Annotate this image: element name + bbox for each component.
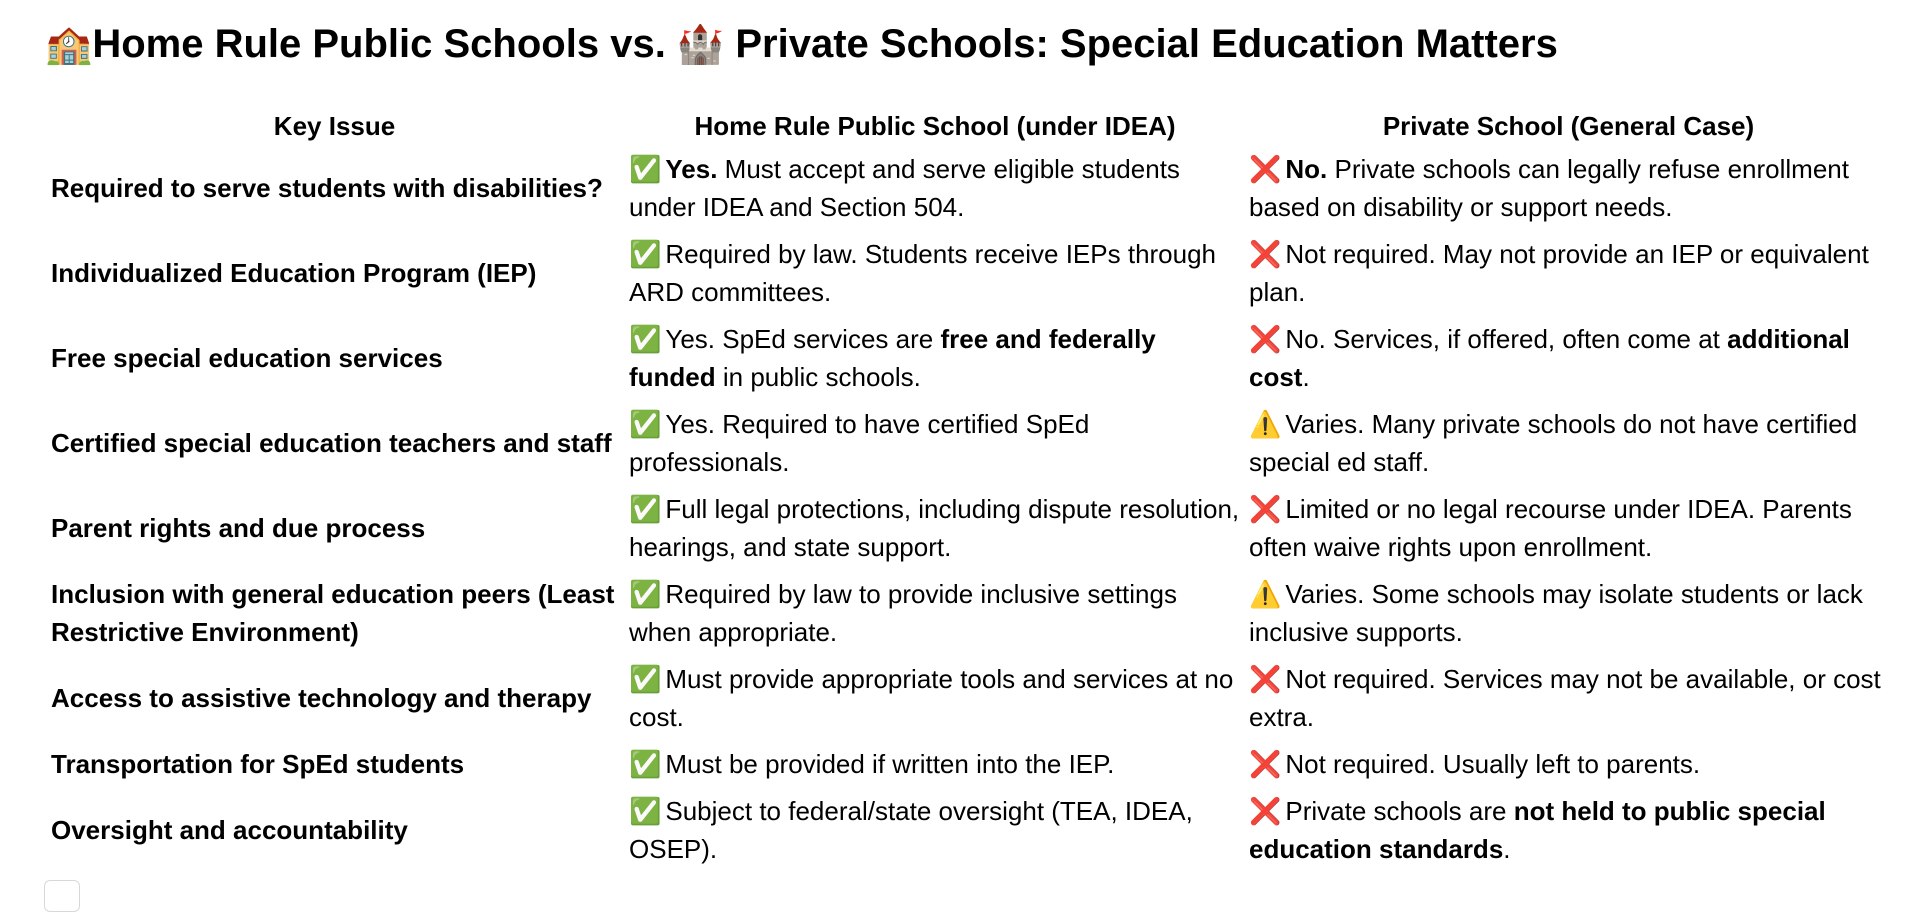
cross-icon: ❌	[1249, 154, 1282, 184]
public-school-cell	[625, 320, 1245, 405]
answer-text: Not required. May not provide an IEP or equivalent plan.	[1249, 239, 1869, 307]
answer-text-before: Private schools are	[1285, 796, 1514, 826]
cross-icon: ❌	[1249, 664, 1282, 694]
table-row	[44, 405, 1892, 490]
answer-text-before: Yes. SpEd services are	[665, 324, 941, 354]
private-school-cell	[1245, 575, 1892, 660]
public-school-cell	[625, 150, 1245, 235]
answer-text: Yes. Required to have certified SpEd professionals.	[629, 409, 1090, 477]
cross-icon: ❌	[1249, 796, 1282, 826]
header-private-school: Private School (General Case)	[1382, 111, 1755, 141]
check-icon: ✅	[629, 796, 662, 826]
table-row	[44, 320, 1892, 405]
answer-lead: Yes.	[665, 154, 718, 184]
page-title	[45, 14, 1558, 75]
check-icon: ✅	[629, 239, 662, 269]
key-issue-cell: Oversight and accountability	[51, 815, 408, 845]
answer-text-before: No. Services, if offered, often come at	[1285, 324, 1728, 354]
header-key-issue: Key Issue	[273, 111, 396, 141]
cross-icon: ❌	[1249, 494, 1282, 524]
answer-text: Private schools can legally refuse enrollment based on disability or support needs.	[1249, 154, 1849, 222]
public-school-cell	[625, 575, 1245, 660]
private-school-cell	[1245, 235, 1892, 320]
answer-lead: No.	[1285, 154, 1328, 184]
warning-icon: ⚠️	[1249, 409, 1282, 439]
key-issue-cell: Free special education services	[51, 343, 443, 373]
table-row	[44, 792, 1892, 877]
table-row	[44, 575, 1892, 660]
answer-emphasis: additional cost	[1249, 324, 1850, 392]
answer-text: Varies. Many private schools do not have certified special ed staff.	[1249, 409, 1858, 477]
check-icon: ✅	[629, 664, 662, 694]
title-part-1: Home Rule Public Schools vs.	[92, 22, 677, 66]
key-issue-cell: Transportation for SpEd students	[51, 749, 465, 779]
cross-icon: ❌	[1249, 749, 1282, 779]
answer-emphasis: not held to public special education standards	[1249, 796, 1826, 864]
table-row	[44, 490, 1892, 575]
table-row	[44, 660, 1892, 745]
public-school-cell	[625, 235, 1245, 320]
check-icon: ✅	[629, 749, 662, 779]
cross-icon: ❌	[1249, 324, 1282, 354]
check-icon: ✅	[629, 324, 662, 354]
table-header-row	[44, 106, 1892, 150]
public-school-cell	[625, 660, 1245, 745]
key-issue-cell: Inclusion with general education peers (Least Restrictive Environment)	[51, 579, 615, 647]
check-icon: ✅	[629, 494, 662, 524]
answer-text-after: .	[1503, 834, 1511, 864]
key-issue-cell: Certified special education teachers and staff	[51, 428, 612, 458]
private-school-cell	[1245, 150, 1892, 235]
private-school-cell	[1245, 660, 1892, 745]
check-icon: ✅	[629, 579, 662, 609]
copy-icon[interactable]	[44, 880, 80, 912]
private-school-cell	[1245, 792, 1892, 877]
public-school-cell	[625, 405, 1245, 490]
school-icon: 🏫	[45, 24, 93, 66]
answer-text-after: .	[1302, 362, 1310, 392]
check-icon: ✅	[629, 409, 662, 439]
key-issue-cell: Access to assistive technology and therapy	[51, 683, 592, 713]
answer-text: Must accept and serve eligible students under IDEA and Section 504.	[629, 154, 1180, 222]
answer-text: Must provide appropriate tools and services at no cost.	[629, 664, 1234, 732]
public-school-cell	[625, 792, 1245, 877]
answer-text-after: in public schools.	[715, 362, 921, 392]
answer-text: Not required. Usually left to parents.	[1285, 749, 1701, 779]
answer-text: Subject to federal/state oversight (TEA, IDEA, OSEP).	[629, 796, 1193, 864]
comparison-table	[44, 106, 1892, 877]
header-public-school: Home Rule Public School (under IDEA)	[694, 111, 1176, 141]
table-row	[44, 745, 1892, 792]
cross-icon: ❌	[1249, 239, 1282, 269]
answer-emphasis: free and federally funded	[629, 324, 1156, 392]
key-issue-cell: Individualized Education Program (IEP)	[51, 258, 537, 288]
public-school-cell	[625, 745, 1245, 792]
answer-text: Must be provided if written into the IEP.	[665, 749, 1115, 779]
answer-text: Varies. Some schools may isolate students or lack inclusive supports.	[1249, 579, 1863, 647]
public-school-cell	[625, 490, 1245, 575]
answer-text: Required by law to provide inclusive settings when appropriate.	[629, 579, 1177, 647]
answer-text: Not required. Services may not be available, or cost extra.	[1249, 664, 1881, 732]
title-part-2: Private Schools: Special Education Matters	[735, 22, 1558, 66]
check-icon: ✅	[629, 154, 662, 184]
private-school-cell	[1245, 320, 1892, 405]
answer-text: Required by law. Students receive IEPs through ARD committees.	[629, 239, 1217, 307]
table-row	[44, 235, 1892, 320]
private-school-cell	[1245, 405, 1892, 490]
private-school-cell	[1245, 490, 1892, 575]
key-issue-cell: Required to serve students with disabilities?	[51, 173, 603, 203]
warning-icon: ⚠️	[1249, 579, 1282, 609]
key-issue-cell: Parent rights and due process	[51, 513, 426, 543]
answer-text: Full legal protections, including dispute resolution, hearings, and state support.	[629, 494, 1240, 562]
answer-text: Limited or no legal recourse under IDEA. Parents often waive rights upon enrollment.	[1249, 494, 1852, 562]
table-row	[44, 150, 1892, 235]
table-body	[44, 150, 1892, 877]
castle-icon: 🏰	[676, 24, 725, 66]
private-school-cell	[1245, 745, 1892, 792]
